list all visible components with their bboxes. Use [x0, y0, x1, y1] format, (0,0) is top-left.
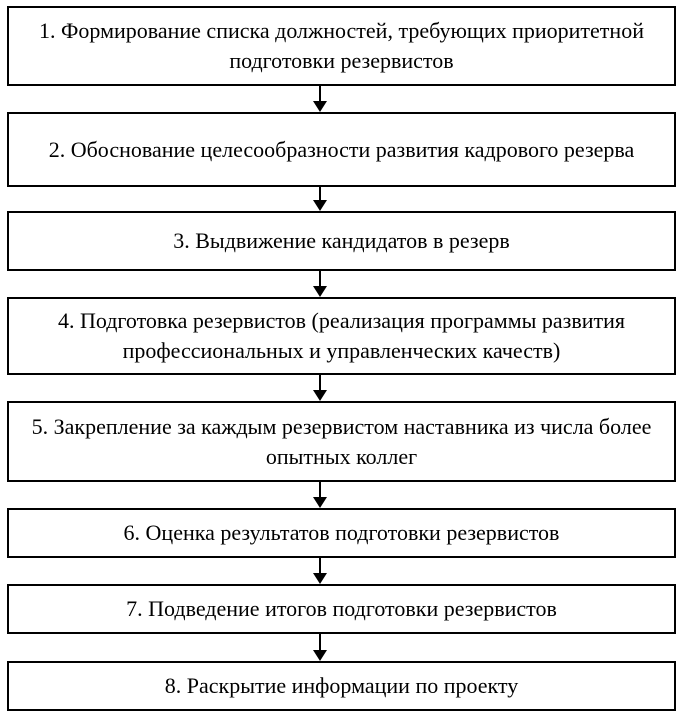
step-7-box — [7, 584, 676, 634]
arrow-6-to-7 — [313, 558, 327, 584]
step-3-text: 3. Выдвижение кандидатов в резерв — [173, 228, 510, 253]
arrow-2-to-3 — [313, 187, 327, 211]
step-7-text: 7. Подведение итогов подготовки резервистов — [126, 596, 557, 621]
arrow-3-to-4 — [313, 271, 327, 297]
step-1-text: 1. Формирование списка должностей, требующих приоритетной подготовки резервистов — [39, 18, 644, 73]
step-6-text: 6. Оценка результатов подготовки резервистов — [123, 520, 560, 545]
arrow-4-to-5 — [313, 375, 327, 401]
step-4-text: 4. Подготовка резервистов (реализация программы развития профессиональных и управленческих качеств) — [57, 308, 626, 363]
step-5-text: 5. Закрепление за каждым резервистом наставника из числа более опытных коллег — [31, 413, 652, 469]
step-8-text: 8. Раскрытие информации по проекту — [164, 673, 519, 698]
step-3-box — [7, 211, 676, 271]
step-5-box — [7, 401, 676, 482]
step-6-box — [7, 508, 676, 558]
step-2-text: 2. Обоснование целесообразности развития кадрового резерва — [48, 136, 635, 162]
step-2-box — [7, 112, 676, 187]
step-1-box — [7, 6, 676, 86]
arrow-1-to-2 — [313, 86, 327, 112]
arrow-7-to-8 — [313, 634, 327, 661]
step-4-box — [7, 297, 676, 375]
step-8-box — [7, 661, 676, 711]
arrow-5-to-6 — [313, 482, 327, 508]
